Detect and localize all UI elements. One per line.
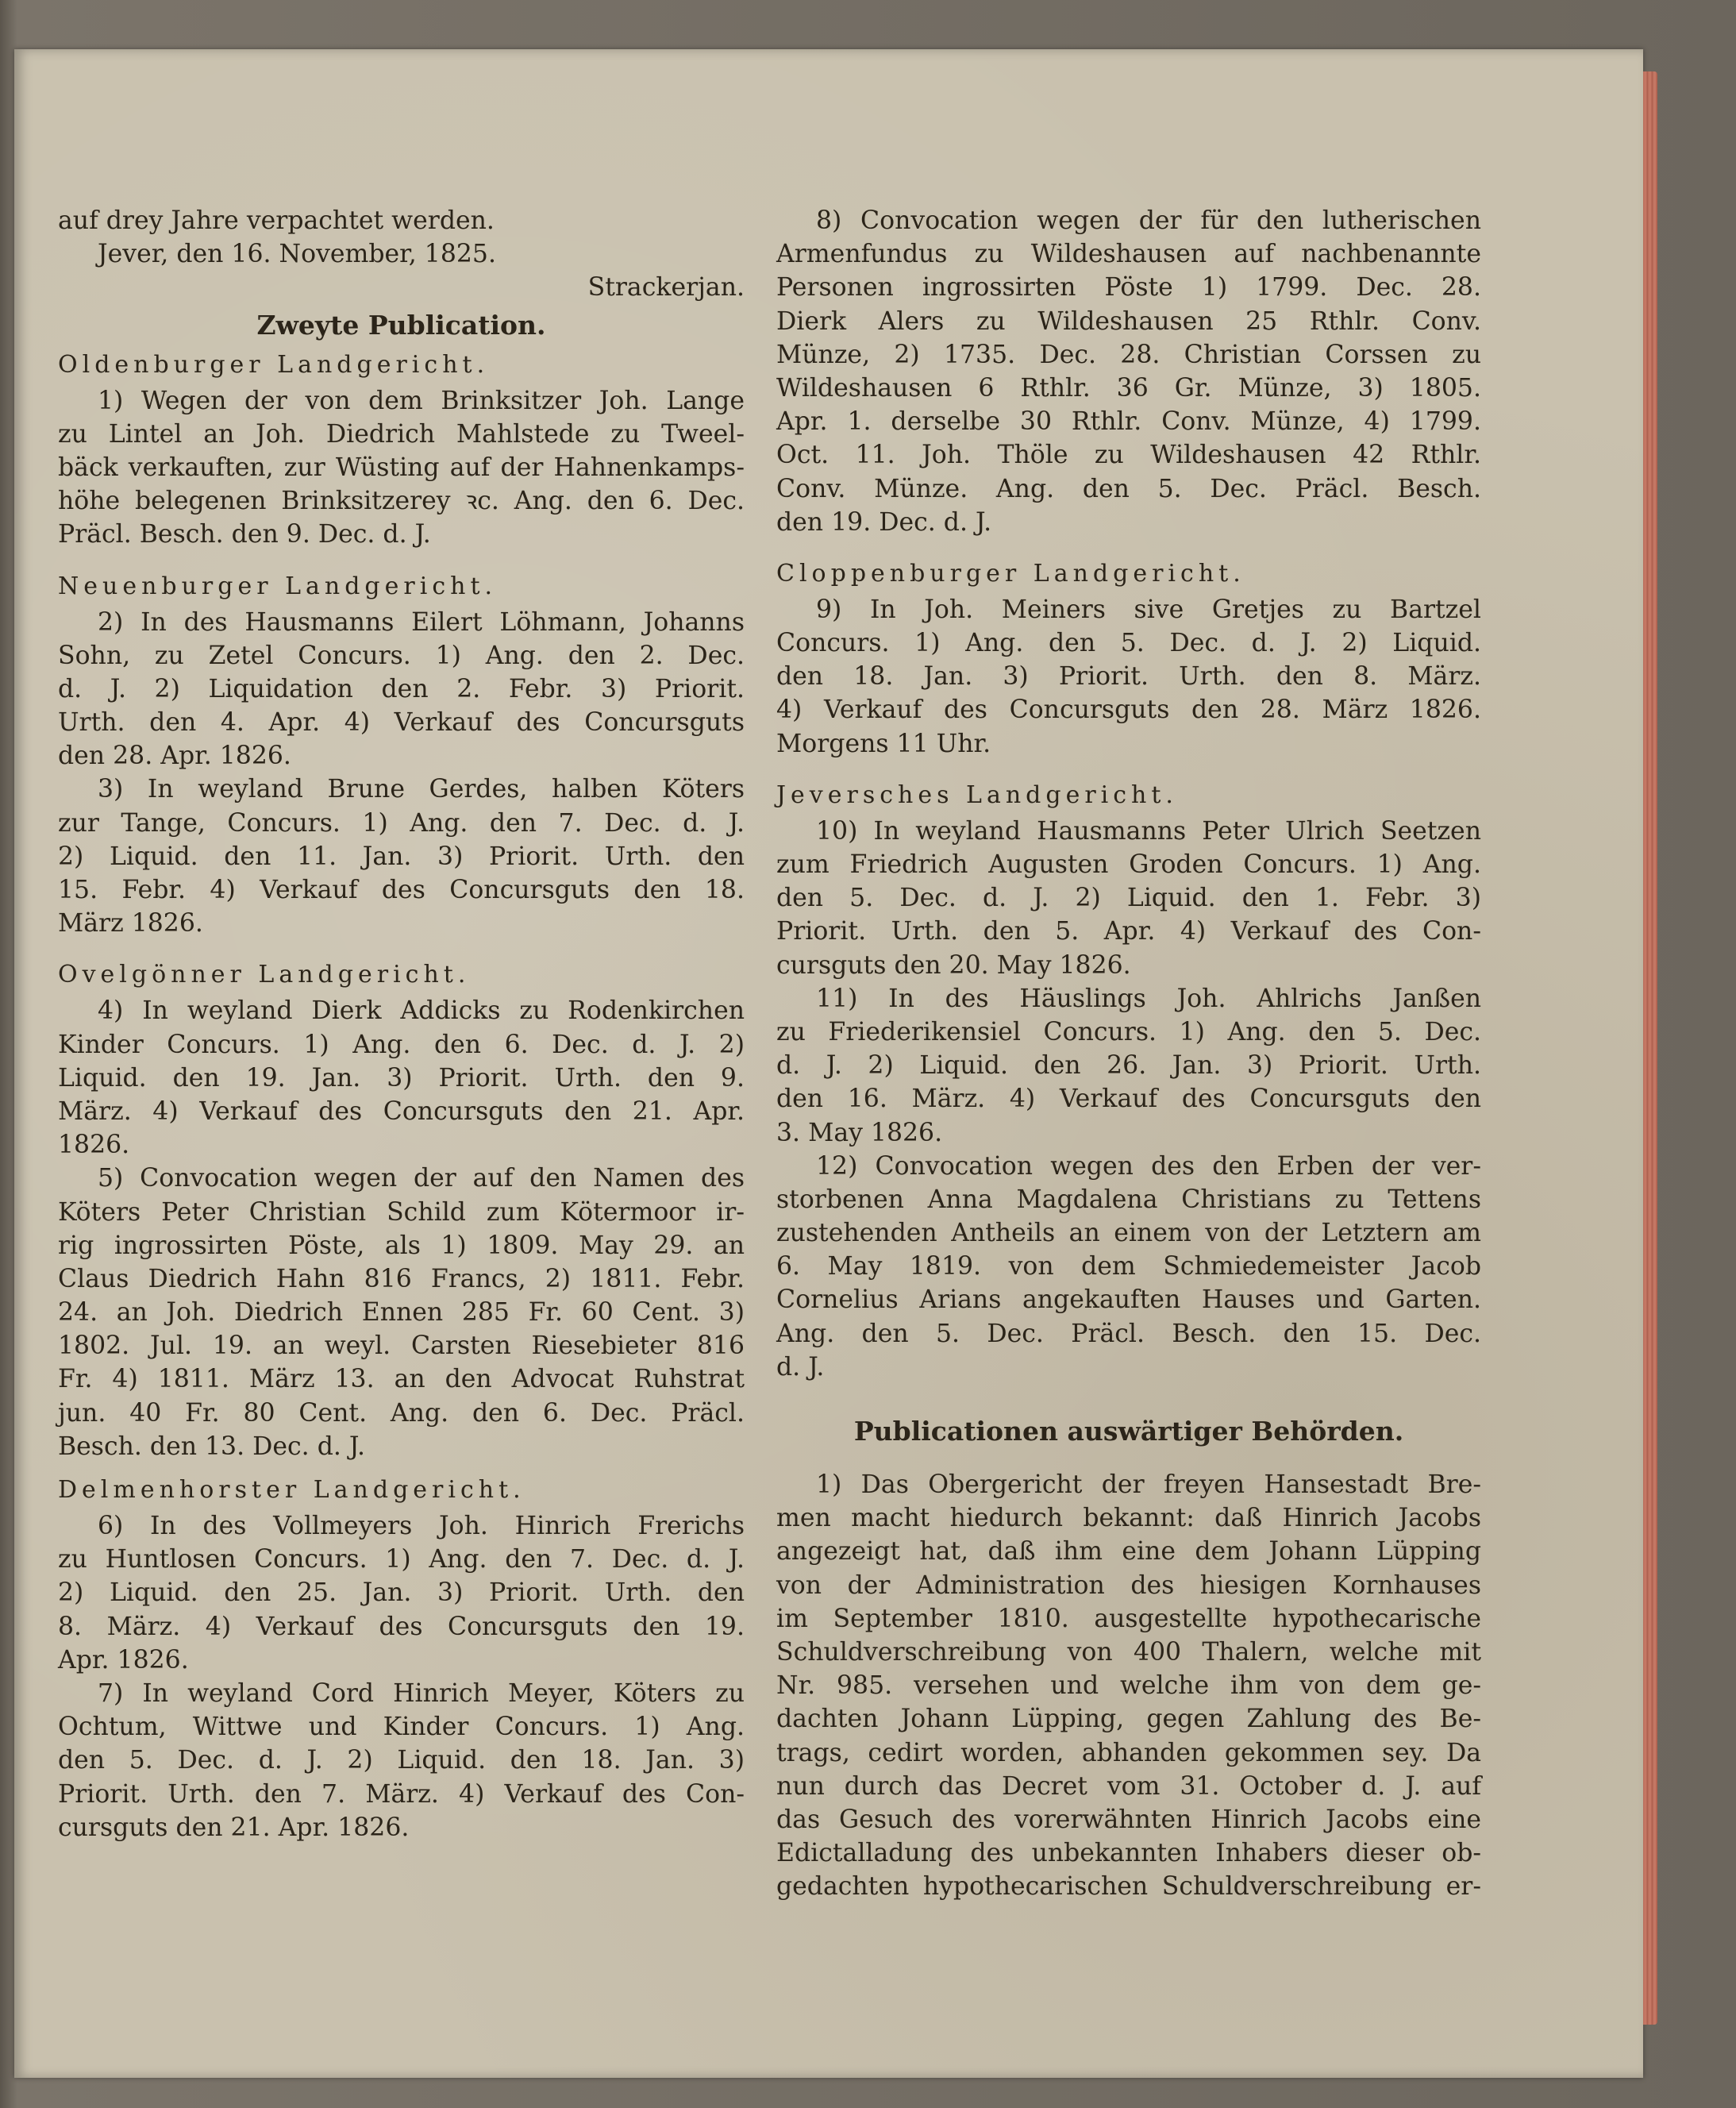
spacer	[58, 552, 745, 568]
text-line: Köters Peter Christian Schild zum Kötermoor ir-	[58, 1197, 745, 1227]
text-line: den 19. Dec. d. J.	[776, 507, 992, 537]
text-line: Priorit. Urth. den 7. März. 4) Verkauf des Con-	[58, 1779, 745, 1809]
text-line: Jever, den 16. November, 1825.	[98, 240, 496, 269]
text-line: 5) Convocation wegen der auf den Namen des	[98, 1164, 745, 1193]
text-line: Apr. 1826.	[58, 1645, 189, 1674]
text-line: 4) Verkauf des Concursguts den 28. März 1826.	[776, 696, 1481, 725]
text-line: zu Friederikensiel Concurs. 1) Ang. den 5. Dec.	[776, 1017, 1481, 1046]
text-line: 3. May 1826.	[776, 1118, 943, 1147]
text-line: jun. 40 Fr. 80 Cent. Ang. den 6. Dec. Präcl.	[58, 1398, 745, 1428]
court-heading: Ovelgönner Landgericht.	[58, 961, 471, 989]
text-line: nun durch das Decret vom 31. October d. J. auf	[776, 1771, 1481, 1801]
text-line: höhe belegenen Brinksitzerey ꝛc. Ang. den 6. Dec.	[58, 487, 745, 516]
text-line: Conv. Münze. Ang. den 5. Dec. Präcl. Besch.	[776, 474, 1481, 503]
text-line: 6. May 1819. von dem Schmiedemeister Jacob	[776, 1252, 1481, 1281]
text-line: Liquid. den 19. Jan. 3) Priorit. Urth. den 9.	[58, 1063, 745, 1093]
text-line: den 5. Dec. d. J. 2) Liquid. den 1. Febr. 3)	[776, 884, 1481, 913]
text-line: zu Huntlosen Concurs. 1) Ang. den 7. Dec. d. J.	[58, 1545, 745, 1574]
text-line: Ang. den 5. Dec. Präcl. Besch. den 15. Dec.	[776, 1319, 1481, 1348]
text-line: Concurs. 1) Ang. den 5. Dec. d. J. 2) Liquid.	[776, 629, 1481, 658]
spacer	[776, 761, 1481, 777]
text-line: 1) Wegen der von dem Brinksitzer Joh. Lange	[98, 386, 745, 415]
text-line: 6) In des Vollmeyers Joh. Hinrich Frerichs	[98, 1512, 745, 1540]
section-heading: Zweyte Publication.	[256, 309, 546, 341]
text-line: Nr. 985. versehen und welche ihm von dem ge-	[776, 1671, 1481, 1701]
text-line: Fr. 4) 1811. März 13. an den Advocat Ruhstrat	[58, 1365, 745, 1394]
text-line: Wildeshausen 6 Rthlr. 36 Gr. Münze, 3) 1805.	[776, 373, 1481, 403]
text-line: März. 4) Verkauf des Concursguts den 21. Apr.	[58, 1096, 745, 1126]
court-heading: Oldenburger Landgericht.	[58, 350, 490, 379]
text-line: Münze, 2) 1735. Dec. 28. Christian Corssen zu	[776, 340, 1481, 369]
text-line: 11) In des Häuslings Joh. Ahlrichs Janßen	[816, 984, 1481, 1013]
text-line: Personen ingrossirten Pöste 1) 1799. Dec. 28.	[776, 273, 1481, 303]
text-line: d. J. 2) Liquid. den 26. Jan. 3) Priorit. Urth.	[776, 1051, 1481, 1081]
spacer	[58, 940, 745, 956]
text-line: das Gesuch des vorerwähnten Hinrich Jacobs eine	[776, 1805, 1481, 1834]
text-line: Urth. den 4. Apr. 4) Verkauf des Concursguts	[58, 708, 745, 738]
text-line: cursguts den 21. Apr. 1826.	[58, 1813, 410, 1842]
text-line: cursguts den 20. May 1826.	[776, 950, 1131, 980]
text-line: 1) Das Obergericht der freyen Hansestadt Bre-	[816, 1470, 1481, 1499]
court-heading: Cloppenburger Landgericht.	[776, 559, 1245, 588]
text-line: Oct. 11. Joh. Thöle zu Wildeshausen 42 Rthlr.	[776, 441, 1481, 470]
text-line: 15. Febr. 4) Verkauf des Concursguts den 18.	[58, 876, 745, 904]
text-line: von der Administration des hiesigen Kornhauses	[776, 1570, 1481, 1600]
text-line: 4) In weyland Dierk Addicks zu Rodenkirchen	[98, 996, 745, 1026]
section-heading: Publicationen auswärtiger Behörden.	[853, 1416, 1404, 1447]
text-line: Claus Diedrich Hahn 816 Francs, 2) 1811. Febr.	[58, 1264, 745, 1293]
court-heading: Neuenburger Landgericht.	[58, 572, 498, 600]
text-line: storbenen Anna Magdalena Christians zu Tettens	[776, 1185, 1481, 1214]
text-line: zustehenden Antheils an einem von der Letztern am	[776, 1219, 1481, 1248]
spacer	[776, 1384, 1481, 1411]
text-line: bäck verkauften, zur Wüsting auf der Hahnenkamps-	[58, 453, 745, 482]
text-line: Strackerjan.	[587, 273, 745, 303]
text-line: Schuldverschreibung von 400 Thalern, welche mit	[776, 1637, 1481, 1667]
text-line: Cornelius Arians angekauften Hauses und Garten.	[776, 1285, 1481, 1315]
text-line: Präcl. Besch. den 9. Dec. d. J.	[58, 520, 431, 549]
text-line: 2) In des Hausmanns Eilert Löhmann, Johanns	[98, 607, 745, 637]
text-line: 1802. Jul. 19. an weyl. Carsten Riesebieter 816	[58, 1331, 745, 1361]
text-line: den 28. Apr. 1826.	[58, 742, 291, 771]
red-page-edge	[1643, 71, 1657, 2025]
right-text-column	[776, 204, 1481, 1903]
text-line: 2) Liquid. den 11. Jan. 3) Priorit. Urth. den	[58, 842, 745, 871]
left-text-column	[58, 204, 745, 1844]
text-line: Armenfundus zu Wildeshausen auf nachbenannte	[776, 240, 1481, 269]
text-line: 10) In weyland Hausmanns Peter Ulrich Seetzen	[816, 816, 1481, 846]
text-line: 8) Convocation wegen der für den lutherischen	[816, 206, 1481, 235]
text-line: 1826.	[58, 1131, 130, 1160]
text-line: auf drey Jahre verpachtet werden.	[58, 206, 495, 235]
text-line: zu Lintel an Joh. Diedrich Mahlstede zu Tweel-	[58, 419, 745, 449]
text-line: 7) In weyland Cord Hinrich Meyer, Köters zu	[98, 1678, 745, 1708]
court-heading: Jeversches Landgericht.	[776, 780, 1178, 809]
spacer	[776, 1452, 1481, 1468]
text-line: Dierk Alers zu Wildeshausen 25 Rthlr. Conv.	[776, 306, 1481, 336]
text-line: zur Tange, Concurs. 1) Ang. den 7. Dec. d. J.	[58, 808, 745, 838]
court-heading: Delmenhorster Landgericht.	[58, 1476, 525, 1504]
text-line: zum Friedrich Augusten Groden Concurs. 1) Ang.	[776, 850, 1481, 879]
text-line: dachten Johann Lüpping, gegen Zahlung des Be-	[776, 1705, 1481, 1734]
text-line: d. J.	[776, 1352, 825, 1382]
text-line: im September 1810. ausgestellte hypothecarische	[776, 1604, 1481, 1633]
text-line: Kinder Concurs. 1) Ang. den 6. Dec. d. J. 2)	[58, 1030, 745, 1059]
text-line: rig ingrossirten Pöste, als 1) 1809. May 29. an	[58, 1231, 745, 1260]
text-line: Edictalladung des unbekannten Inhabers dieser ob-	[776, 1839, 1481, 1868]
newspaper-page	[14, 49, 1643, 2078]
text-line: d. J. 2) Liquidation den 2. Febr. 3) Priorit.	[58, 674, 745, 703]
text-line: den 16. März. 4) Verkauf des Concursguts den	[776, 1085, 1481, 1114]
text-line: 2) Liquid. den 25. Jan. 3) Priorit. Urth. den	[58, 1578, 745, 1608]
text-line: 8. März. 4) Verkauf des Concursguts den 19.	[58, 1612, 745, 1641]
text-line: Sohn, zu Zetel Concurs. 1) Ang. den 2. Dec.	[58, 641, 745, 670]
text-line: Apr. 1. derselbe 30 Rthlr. Conv. Münze, 4) 1799.	[776, 407, 1481, 437]
text-line: den 18. Jan. 3) Priorit. Urth. den 8. März.	[776, 662, 1481, 692]
text-line: März 1826.	[58, 909, 203, 938]
text-line: trags, cedirt worden, abhanden gekommen sey. Da	[776, 1738, 1481, 1767]
text-line: Ochtum, Wittwe und Kinder Concurs. 1) Ang.	[58, 1713, 745, 1742]
text-line: 12) Convocation wegen des den Erben der ver-	[816, 1151, 1481, 1181]
spacer	[776, 539, 1481, 555]
text-line: Morgens 11 Uhr.	[776, 729, 991, 758]
text-line: den 5. Dec. d. J. 2) Liquid. den 18. Jan. 3)	[58, 1746, 745, 1775]
text-line: 9) In Joh. Meiners sive Gretjes zu Bartzel	[816, 595, 1481, 624]
text-line: gedachten hypothecarischen Schuldverschreibung er-	[776, 1872, 1481, 1902]
text-line: 24. an Joh. Diedrich Ennen 285 Fr. 60 Cent. 3)	[58, 1298, 745, 1328]
spacer	[58, 1463, 745, 1471]
text-line: Priorit. Urth. den 5. Apr. 4) Verkauf des Con-	[776, 917, 1481, 946]
text-line: men macht hiedurch bekannt: daß Hinrich Jacobs	[776, 1504, 1481, 1533]
text-line: Besch. den 13. Dec. d. J.	[58, 1432, 366, 1461]
text-line: angezeigt hat, daß ihm eine dem Johann Lüpping	[776, 1537, 1481, 1567]
text-line: 3) In weyland Brune Gerdes, halben Köters	[98, 775, 745, 804]
